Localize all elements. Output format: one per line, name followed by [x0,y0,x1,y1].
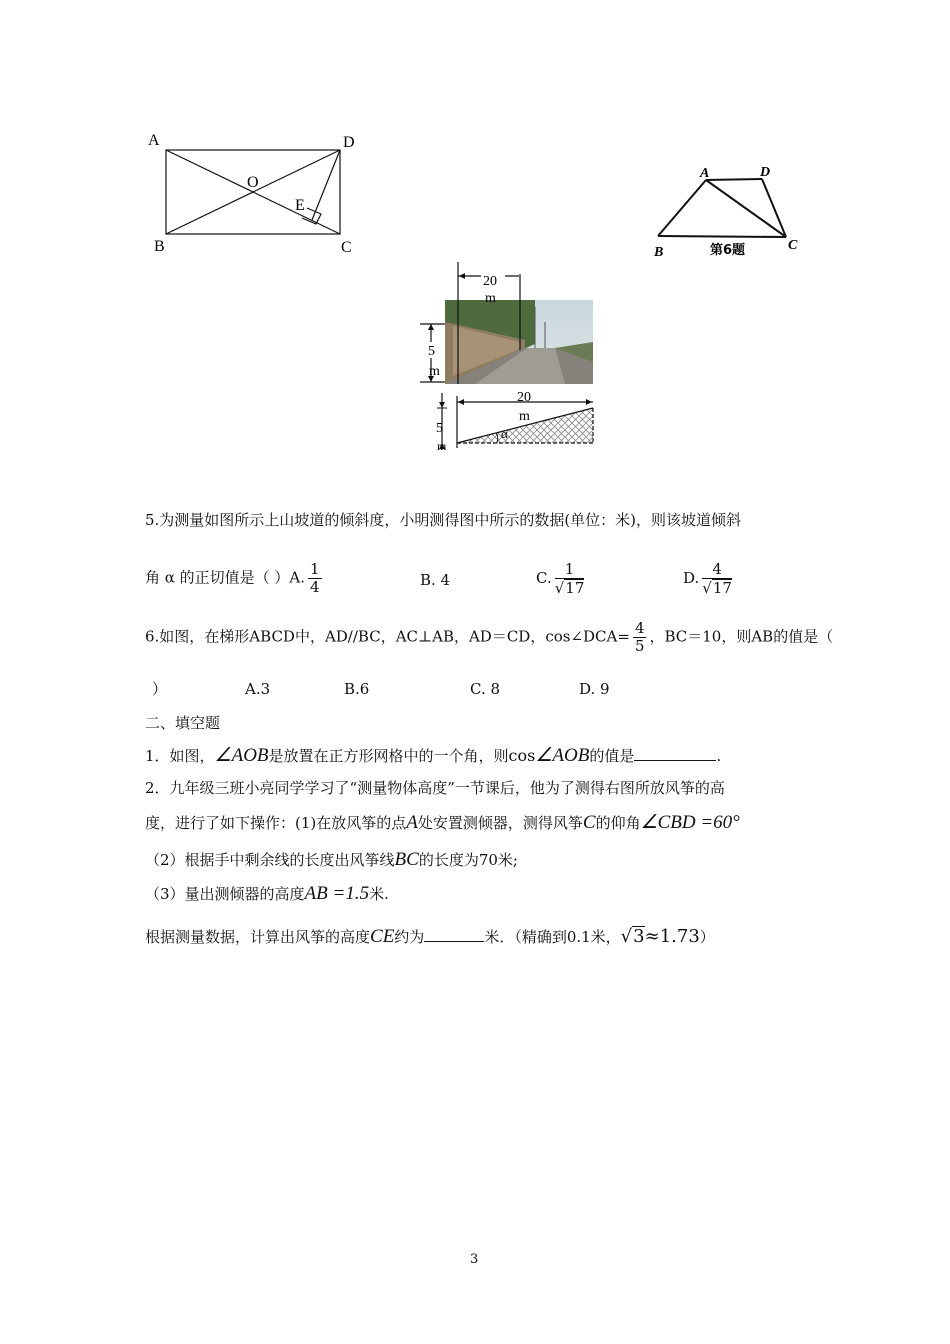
q6-option-d: D. 9 [579,680,610,698]
label-E: E [295,197,305,214]
q6-option-c: C. 8 [470,680,501,698]
label-A: A [148,132,160,149]
page-number: 3 [470,1252,479,1267]
photo-top-length: 20 [483,274,497,289]
diagram-side-unit: m [437,439,447,453]
fill1-line: 1．如图，∠AOB是放置在正方形网格中的一个角，则cos∠AOB的值是 . [145,745,722,766]
label-B: B [654,245,664,260]
label-D: D [343,134,355,151]
label-A: A [700,166,710,181]
q6-line1: 6.如图，在梯形ABCD中，AD//BC，AC⊥AB，AD＝CD，cos∠DCA= $\frac{4}{5}$ ，BC＝10，则AB的值是（ [145,619,834,655]
q6-option-a: A.3 [245,680,271,698]
label-C: C [788,238,798,253]
photo-side-unit: m [429,364,440,379]
fill2-line1: 2．九年级三班小亮同学学习了“测量物体高度”一节课后，他为了测得右图所放风筝的高 [145,779,725,797]
fill2-line5: 根据测量数据，计算出风筝的高度CE约为 米．（精确到0.1米，√3≈1.73） [145,926,715,947]
q5-prompt: 角 α 的正切值是（ ）A. [145,568,306,587]
q5-option-c: C. $\frac{1}{√17}$ [536,560,585,597]
diagram-side-length: 5 [436,421,443,436]
fill2-line3: （2）根据手中剩余线的长度出风筝线BC的长度为70米; [145,849,518,870]
diagram-top-unit: m [519,409,530,424]
q6-option-b: B.6 [344,680,370,698]
label-C: C [341,239,352,256]
photo-side-length: 5 [428,344,435,359]
fill2-line2: 度，进行了如下操作：(1)在放风筝的点A处安置测倾器，测得风筝C的仰角∠CBD =60° [145,812,740,833]
label-O: O [247,174,259,191]
label-B: B [154,238,165,255]
fill2-answer-blank[interactable] [424,925,484,942]
q5-line2 [145,561,325,596]
diagram-angle: α [501,426,508,441]
q6-cos-fraction: $\frac{4}{5}$ [634,619,645,655]
figure-caption: 第6题 [710,243,746,258]
slope-photo-figure [415,262,600,387]
diagram-top-length: 20 [517,390,531,405]
slope-diagram-figure [425,388,605,458]
rectangle-figure [140,125,370,260]
trapezoid-figure [648,160,808,260]
fill1-answer-blank[interactable] [634,744,716,761]
q5-line1: 5.为测量如图所示上山坡道的倾斜度，小明测得图中所示的数据(单位：米)，则该坡道倾斜 [145,511,742,529]
q5-option-d: D. $\frac{4}{√17}$ [683,560,732,597]
fill2-line4: （3）量出测倾器的高度AB =1.5米. [145,883,389,904]
photo-top-unit: m [485,291,496,306]
q6-paren-close: ） [152,680,168,698]
q5-option-a-fraction: $\frac{1}{4}$ [310,560,320,596]
label-D: D [760,165,771,180]
section-heading: 二、填空题 [145,714,221,732]
q5-option-b: B. 4 [420,571,451,589]
